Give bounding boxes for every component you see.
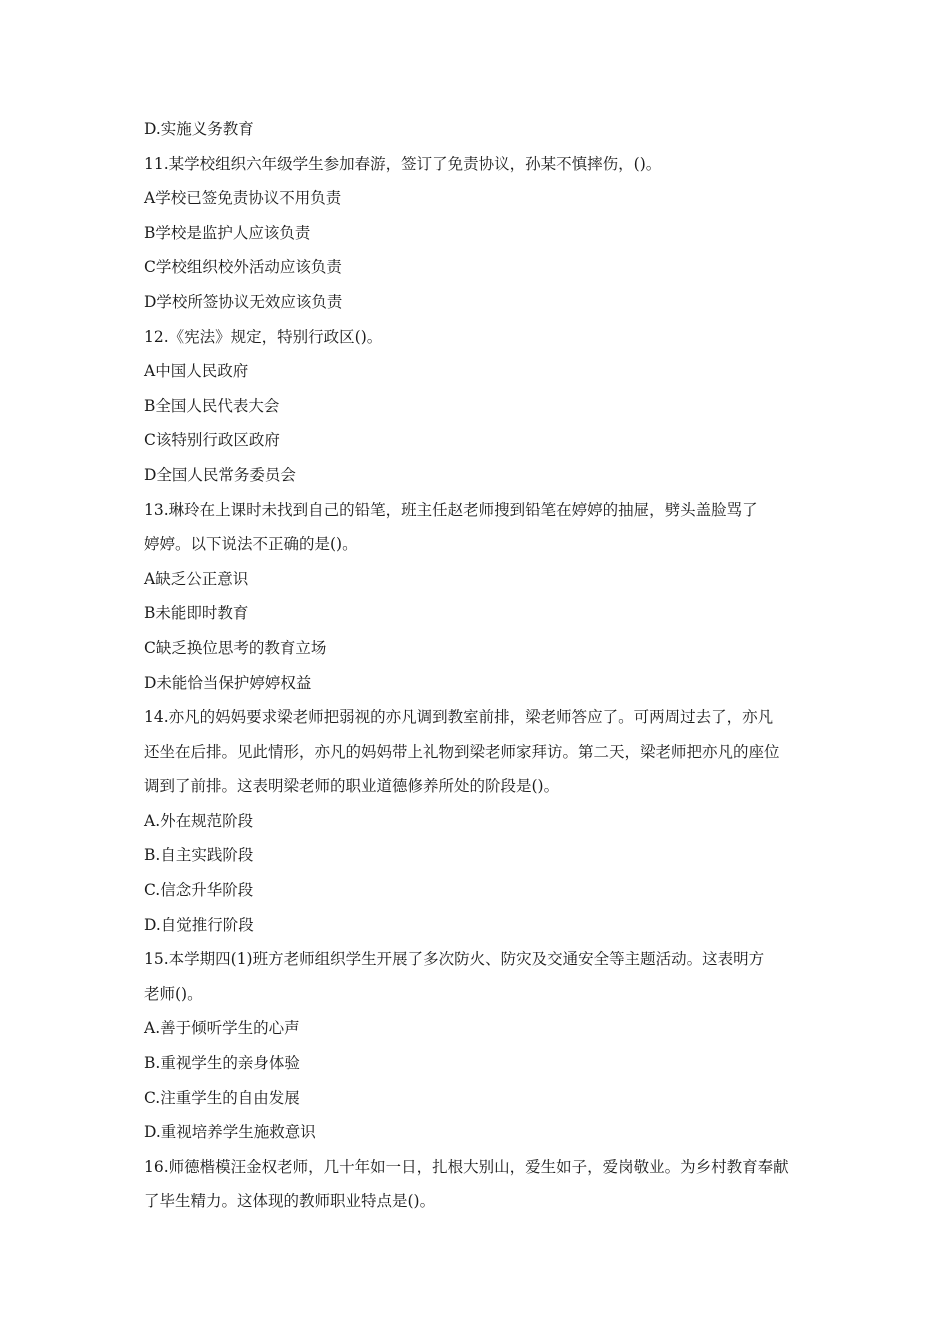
option-d-q14: D.自觉推行阶段 xyxy=(144,915,254,934)
option-b-q14: B.自主实践阶段 xyxy=(144,846,254,865)
question-14-line-3: 调到了前排。这表明梁老师的职业道德修养所处的阶段是()。 xyxy=(144,777,560,796)
option-c-q11: C学校组织校外活动应该负责 xyxy=(144,258,342,277)
option-a-q14: A.外在规范阶段 xyxy=(144,811,254,830)
question-list xyxy=(144,112,816,1219)
option-b-q13: B未能即时教育 xyxy=(144,604,249,623)
option-a-q12: A中国人民政府 xyxy=(144,362,249,381)
question-11: 11.某学校组织六年级学生参加春游，签订了免责协议，孙某不慎摔伤，()。 xyxy=(144,154,662,173)
option-c-q12: C该特别行政区政府 xyxy=(144,431,280,450)
question-16-line-2: 了毕生精力。这体现的教师职业特点是()。 xyxy=(144,1192,436,1211)
option-a-q15: A.善于倾听学生的心声 xyxy=(144,1019,300,1038)
question-13-line-2: 婷婷。以下说法不正确的是()。 xyxy=(144,535,358,554)
option-d-q12: D全国人民常务委员会 xyxy=(144,465,296,484)
option-a-q11: A学校已签免责协议不用负责 xyxy=(144,189,342,208)
option-c-q14: C.信念升华阶段 xyxy=(144,881,254,900)
option-d-q11: D学校所签协议无效应该负责 xyxy=(144,292,343,311)
option-c-q15: C.注重学生的自由发展 xyxy=(144,1088,300,1107)
question-13-line-1: 13.琳玲在上课时未找到自己的铅笔，班主任赵老师搜到铅笔在婷婷的抽屉，劈头盖脸骂了 xyxy=(144,500,758,519)
option-d-q15: D.重视培养学生施救意识 xyxy=(144,1123,316,1142)
option-b-q11: B学校是监护人应该负责 xyxy=(144,223,311,242)
option-b-q12: B全国人民代表大会 xyxy=(144,396,280,415)
question-15-line-1: 15.本学期四(1)班方老师组织学生开展了多次防火、防灾及交通安全等主题活动。这表明方 xyxy=(144,950,765,969)
question-16-line-1: 16.师德楷模汪金权老师，几十年如一日，扎根大别山，爱生如子，爱岗敬业。为乡村教育奉献 xyxy=(144,1157,789,1176)
option-d-q13: D未能恰当保护婷婷权益 xyxy=(144,673,312,692)
question-14-line-2: 还坐在后排。见此情形，亦凡的妈妈带上礼物到梁老师家拜访。第二天，梁老师把亦凡的座位 xyxy=(144,742,780,761)
option-c-q13: C缺乏换位思考的教育立场 xyxy=(144,638,327,657)
option-b-q15: B.重视学生的亲身体验 xyxy=(144,1054,300,1073)
option-a-q13: A缺乏公正意识 xyxy=(144,569,249,588)
option-d-q10: D.实施义务教育 xyxy=(144,120,254,138)
question-12: 12.《宪法》规定，特别行政区()。 xyxy=(144,327,383,346)
question-14-line-1: 14.亦凡的妈妈要求梁老师把弱视的亦凡调到教室前排，梁老师答应了。可两周过去了，亦凡 xyxy=(144,708,774,727)
question-15-line-2: 老师()。 xyxy=(144,984,203,1003)
